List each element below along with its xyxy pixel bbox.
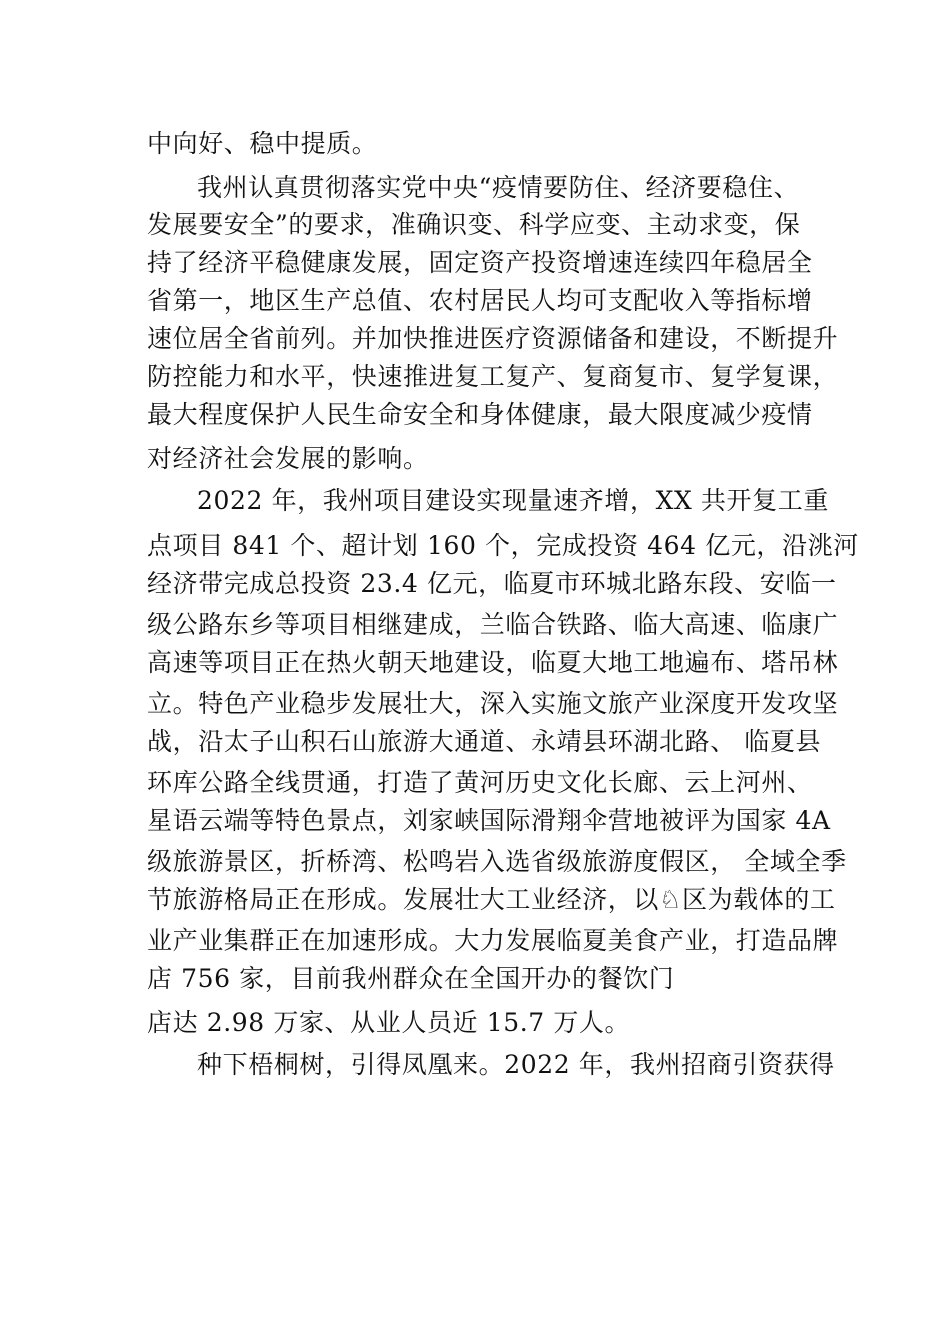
text-line: 立。特色产业稳步发展壮大，深入实施文旅产业深度开发攻坚 <box>147 689 839 718</box>
paragraph-start-line: 2022 年，我州项目建设实现量速齐增，XX 共开复工重 <box>197 486 829 515</box>
text-line: 速位居全省前列。并加快推进医疗资源储备和建设，不断提升 <box>147 324 839 353</box>
text-line: 最大程度保护人民生命安全和身体健康，最大限度减少疫情 <box>147 400 813 429</box>
text-line: 环库公路全线贯通，打造了黄河历史文化长廊、云上河州、 <box>147 768 813 797</box>
text-line: 店 756 家，目前我州群众在全国开办的餐饮门 <box>147 964 675 993</box>
text-line: 省第一，地区生产总值、农村居民人均可支配收入等指标增 <box>147 286 813 315</box>
text-line: 店达 2.98 万家、从业人员近 15.7 万人。 <box>147 1008 631 1037</box>
text-line: 级旅游景区，折桥湾、松鸣岩入选省级旅游度假区， 全域全季 <box>147 847 847 876</box>
text-line: 防控能力和水平，快速推进复工复产、复商复市、复学复课， <box>147 362 839 391</box>
text-line: 节旅游格局正在形成。发展壮大工业经济，以♘区为载体的工 <box>147 885 836 914</box>
text-line: 点项目 841 个、超计划 160 个，完成投资 464 亿元，沿洮河 <box>147 531 859 560</box>
text-line: 持了经济平稳健康发展，固定资产投资增速连续四年稳居全 <box>147 248 813 277</box>
text-line: 星语云端等特色景点，刘家峡国际滑翔伞营地被评为国家 4A <box>147 806 831 835</box>
text-line: 级公路东乡等项目相继建成，兰临合铁路、临大高速、临康广 <box>147 610 839 639</box>
text-line: 中向好、稳中提质。 <box>147 129 378 158</box>
text-line: 对经济社会发展的影响。 <box>147 444 429 473</box>
text-line: 经济带完成总投资 23.4 亿元，临夏市环城北路东段、安临一 <box>147 569 837 598</box>
text-line: 业产业集群正在加速形成。大力发展临夏美食产业，打造品牌 <box>147 926 839 955</box>
paragraph-start-line: 种下梧桐树，引得凤凰来。2022 年，我州招商引资获得 <box>197 1050 835 1079</box>
text-line: 战，沿太子山积石山旅游大通道、永靖县环湖北路、 临夏县 <box>147 727 822 756</box>
text-line: 高速等项目正在热火朝天地建设，临夏大地工地遍布、塔吊林 <box>147 648 839 677</box>
paragraph-start-line: 我州认真贯彻落实党中央“疫情要防住、经济要稳住、 <box>197 173 800 202</box>
text-line: 发展要安全”的要求，准确识变、科学应变、主动求变，保 <box>147 210 801 239</box>
